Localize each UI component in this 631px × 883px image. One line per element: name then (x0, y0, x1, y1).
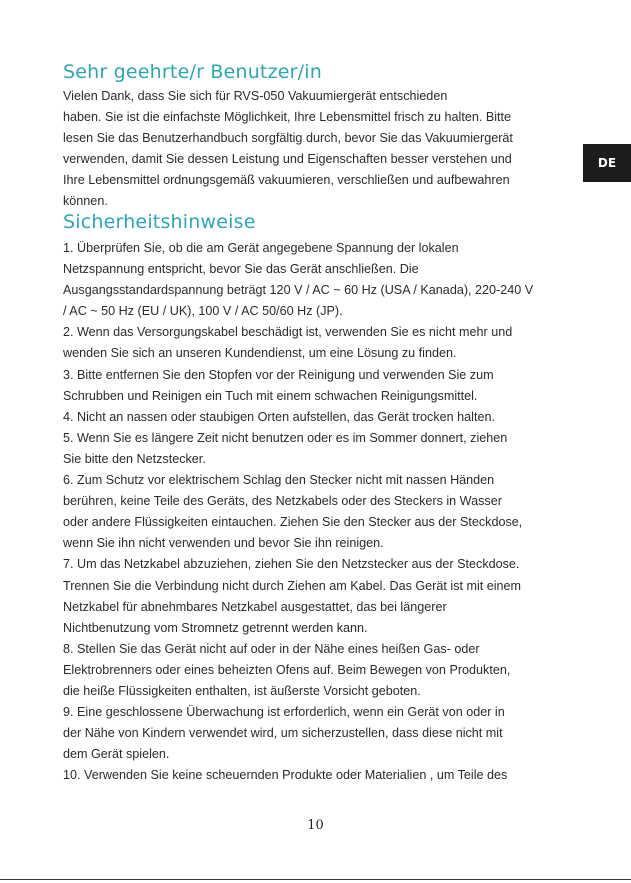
intro-heading: Sehr geehrte/r Benutzer/in (63, 61, 322, 83)
language-tab-de: DE (583, 144, 631, 182)
safety-line: dem Gerät spielen. (63, 747, 170, 762)
bottom-divider (0, 879, 631, 880)
safety-heading: Sicherheitshinweise (63, 211, 256, 233)
safety-line: Netzspannung entspricht, bevor Sie das Gerät anschließen. Die (63, 262, 419, 277)
safety-line: die heiße Flüssigkeiten enthalten, ist äußerste Vorsicht geboten. (63, 683, 421, 698)
safety-line: Netzkabel für abnehmbares Netzkabel ausgestattet, das bei längerer (63, 599, 447, 614)
safety-line: Nichtbenutzung vom Stromnetz getrennt werden kann. (63, 620, 368, 635)
safety-line: 2. Wenn das Versorgungskabel beschädigt ist, verwenden Sie es nicht mehr und (63, 325, 513, 340)
safety-line: 9. Eine geschlossene Überwachung ist erforderlich, wenn ein Gerät von oder in (63, 705, 505, 720)
safety-line: 1. Überprüfen Sie, ob die am Gerät angegebene Spannung der lokalen (63, 241, 459, 255)
safety-line: wenden Sie sich an unseren Kundendienst, um eine Lösung zu finden. (63, 346, 457, 361)
intro-paragraph (63, 86, 573, 213)
safety-line: wenn Sie ihn nicht verwenden und bevor Sie ihn reinigen. (63, 536, 384, 551)
intro-line: Ihre Lebensmittel ordnungsgemäß vakuumieren, verschließen und aufbewahren (63, 173, 510, 188)
safety-instructions (63, 238, 573, 786)
safety-line: der Nähe von Kindern verwendet wird, um sicherzustellen, dass diese nicht mit (63, 726, 503, 741)
safety-line: 7. Um das Netzkabel abzuziehen, ziehen Sie den Netzstecker aus der Steckdose. (63, 557, 520, 572)
safety-line: berühren, keine Teile des Geräts, des Netzkabels oder des Steckers in Wasser (63, 494, 502, 509)
safety-line: Sie bitte den Netzstecker. (63, 451, 206, 466)
safety-line: 6. Zum Schutz vor elektrischem Schlag den Stecker nicht mit nassen Händen (63, 473, 495, 488)
safety-line: Elektrobrenners oder eines beheizten Ofens auf. Beim Bewegen von Produkten, (63, 662, 511, 677)
safety-line: 4. Nicht an nassen oder staubigen Orten aufstellen, das Gerät trocken halten. (63, 409, 495, 424)
intro-line: können. (63, 194, 108, 209)
intro-line: haben. Sie ist die einfachste Möglichkeit, Ihre Lebensmittel frisch zu halten. Bitte (63, 110, 512, 125)
safety-line: Schrubben und Reinigen ein Tuch mit einem schwachen Reinigungsmittel. (63, 388, 478, 403)
intro-line: Vielen Dank, dass Sie sich für RVS-050 Vakuumiergerät entschieden (63, 89, 448, 103)
intro-line: lesen Sie das Benutzerhandbuch sorgfältig durch, bevor Sie das Vakuumiergerät (63, 131, 513, 146)
safety-line: Trennen Sie die Verbindung nicht durch Ziehen am Kabel. Das Gerät ist mit einem (63, 578, 522, 593)
safety-line: 10. Verwenden Sie keine scheuernden Produkte oder Materialien , um Teile des (63, 768, 508, 783)
safety-line: 5. Wenn Sie es längere Zeit nicht benutzen oder es im Sommer donnert, ziehen (63, 430, 508, 445)
page-number: 10 (307, 818, 324, 833)
safety-line: oder andere Flüssigkeiten eintauchen. Ziehen Sie den Stecker aus der Steckdose, (63, 515, 523, 530)
intro-line: verwenden, damit Sie dessen Leistung und Eigenschaften besser verstehen und (63, 152, 512, 167)
safety-line: Ausgangsstandardspannung beträgt 120 V / AC ~ 60 Hz (USA / Kanada), 220-240 V (63, 283, 534, 298)
safety-line: 8. Stellen Sie das Gerät nicht auf oder in der Nähe eines heißen Gas- oder (63, 641, 480, 656)
safety-line: 3. Bitte entfernen Sie den Stopfen vor der Reinigung und verwenden Sie zum (63, 367, 494, 382)
safety-line: / AC ~ 50 Hz (EU / UK), 100 V / AC 50/60 Hz (JP). (63, 304, 343, 319)
